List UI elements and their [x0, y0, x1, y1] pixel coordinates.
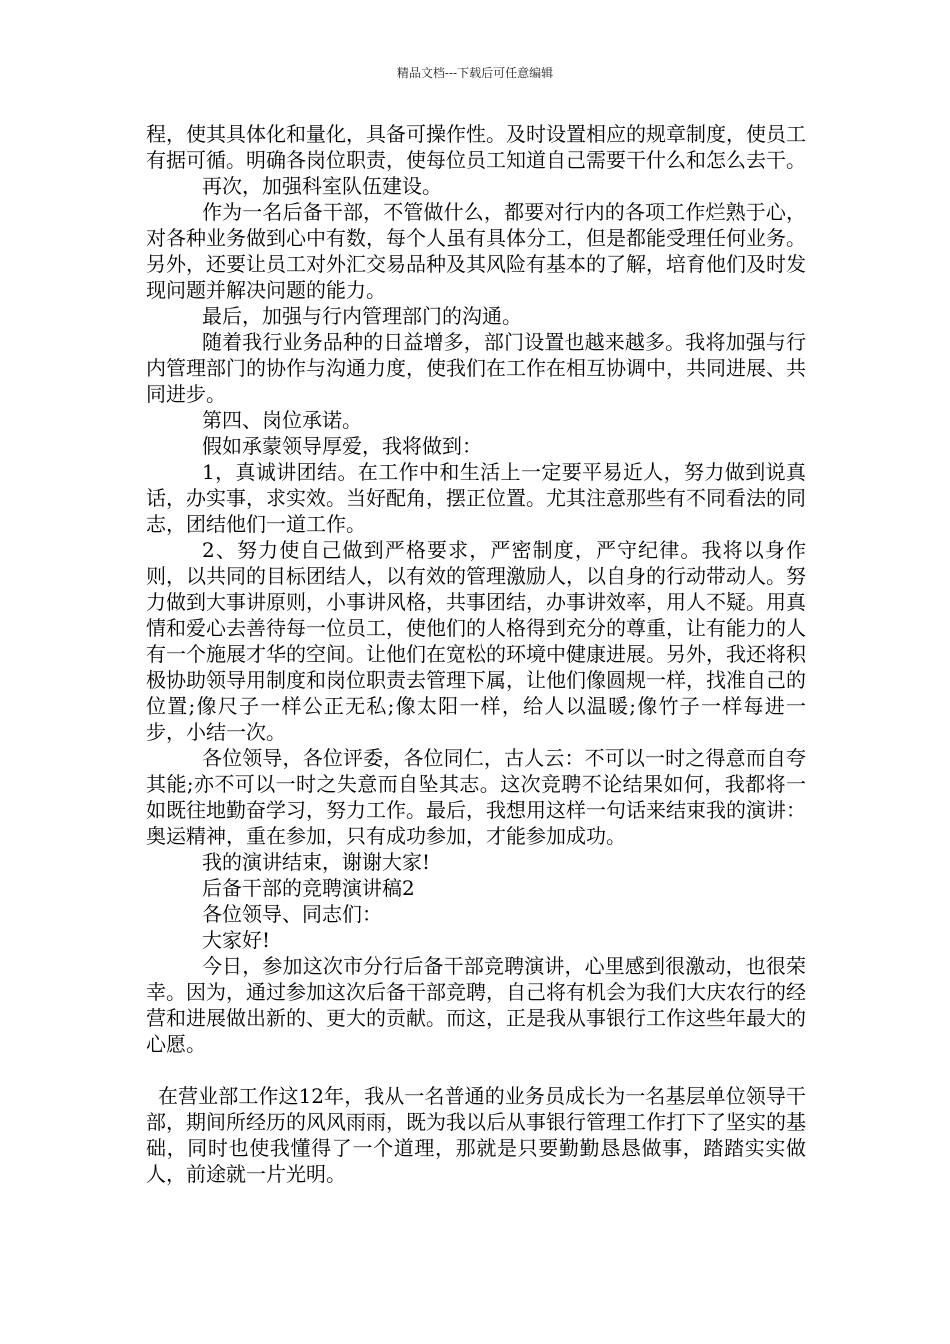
paragraph: 假如承蒙领导厚爱，我将做到： [202, 434, 482, 458]
paragraph: 我的演讲结束，谢谢大家! [202, 850, 431, 874]
paragraph: 大家好! [202, 928, 271, 952]
page-header: 精品文档---下载后可任意编辑 [396, 66, 554, 80]
paragraph: 随着我行业务品种的日益增多，部门设置也越来越多。我将加强与行内管理部门的协作与沟通力度，使我们在工作在相互协调中，共同进展、共同进步。 [146, 330, 806, 406]
section-title: 后备干部的竞聘演讲稿2 [202, 876, 415, 900]
paragraph: 1，真诚讲团结。在工作中和生活上一定要平易近人，努力做到说真话，办实事，求实效。当好配角，摆正位置。尤其注意那些有不同看法的同志，团结他们一道工作。 [146, 460, 806, 536]
paragraph: 在营业部工作这12年，我从一名普通的业务员成长为一名基层单位领导干部，期间所经历的风风雨雨，既为我以后从事银行管理工作打下了坚实的基础，同时也使我懂得了一个道理，那就是只要勤勤恳恳做事，踏踏实实做人，前途就一片光明。 [146, 1084, 806, 1186]
document-body [146, 121, 806, 1187]
paragraph: 作为一名后备干部，不管做什么，都要对行内的各项工作烂熟于心，对各种业务做到心中有数，每个人虽有具体分工，但是都能受理任何业务。另外，还要让员工对外汇交易品种及其风险有基本的了解，培育他们及时发现问题并解决问题的能力。 [146, 200, 806, 302]
paragraph: 今日，参加这次市分行后备干部竞聘演讲，心里感到很激动，也很荣幸。因为，通过参加这次后备干部竞聘，自己将有机会为我们大庆农行的经营和进展做出新的、更大的贡献。而这，正是我从事银行工作这些年最大的心愿。 [146, 954, 806, 1056]
paragraph: 各位领导、同志们： [202, 902, 382, 926]
paragraph: 第四、岗位承诺。 [202, 408, 362, 432]
paragraph: 各位领导，各位评委，各位同仁，古人云：不可以一时之得意而自夸其能;亦不可以一时之失意而自坠其志。这次竞聘不论结果如何，我都将一如既往地勤奋学习，努力工作。最后，我想用这样一句话来结束我的演讲：奥运精神，重在参加，只有成功参加，才能参加成功。 [146, 746, 806, 848]
paragraph: 最后，加强与行内管理部门的沟通。 [202, 304, 522, 328]
paragraph: 2、努力使自己做到严格要求，严密制度，严守纪律。我将以身作则，以共同的目标团结人，以有效的管理激励人，以自身的行动带动人。努力做到大事讲原则，小事讲风格，共事团结，办事讲效率，用人不疑。用真情和爱心去善待每一位员工，使他们的人格得到充分的尊重，让有能力的人有一个施展才华的空间。让他们在宽松的环境中健康进展。另外，我还将积极协助领导用制度和岗位职责去管理下属，让他们像圆规一样，找准自己的位置;像尺子一样公正无私;像太阳一样，给人以温暖;像竹子一样每进一步，小结一次。 [146, 538, 806, 744]
paragraph: 程，使其具体化和量化，具备可操作性。及时设置相应的规章制度，使员工有据可循。明确各岗位职责，使每位员工知道自己需要干什么和怎么去干。 [146, 122, 806, 172]
paragraph: 再次，加强科室队伍建设。 [202, 174, 442, 198]
